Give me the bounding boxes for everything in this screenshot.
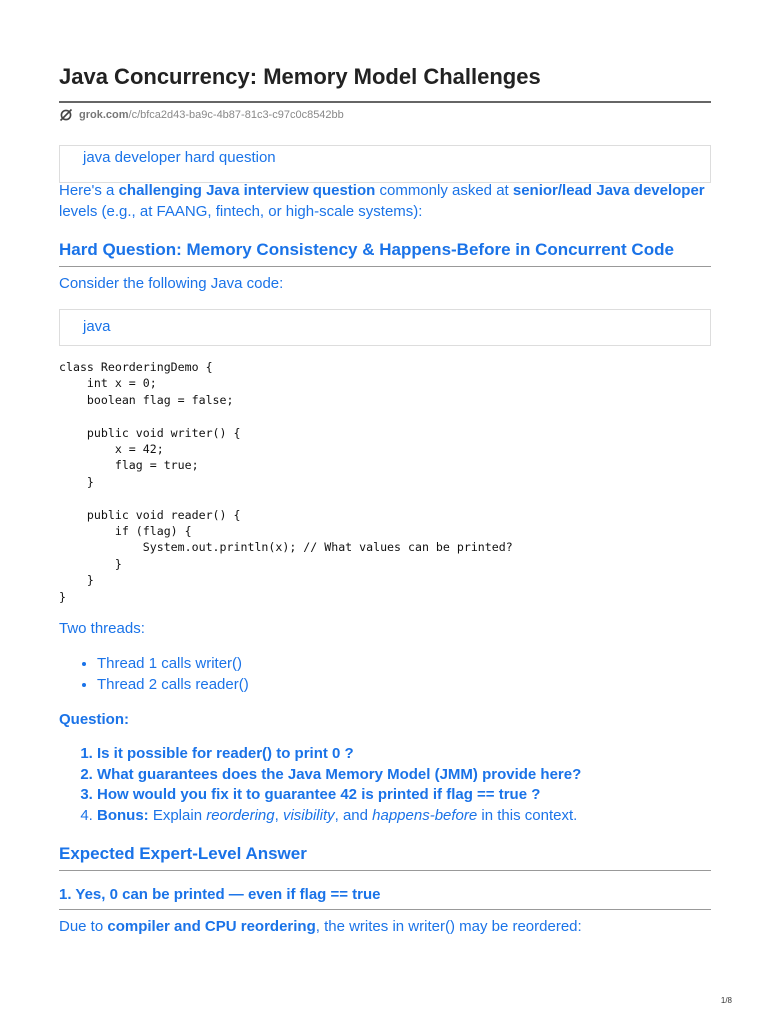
due-text-2: , the writes in writer() may be reordered: [315,918,582,935]
intro-text-2: commonly asked at [375,182,513,199]
q4-text-2: , [274,806,283,824]
list-item: 1. Is it possible for reader() to print 0 ? [97,744,581,765]
code-block: class ReorderingDemo { int x = 0; boolean flag = false; public void writer() { x = 42; flag = true; } public void reader() { if (flag) { System.out.println(x); // What values can be printed? } } } [59,360,513,604]
threads-list [59,654,249,695]
questions-list [59,744,581,826]
list-item [97,806,581,827]
intro-bold-1: challenging Java interview question [118,182,376,199]
title-divider [59,101,711,103]
due-text-1: Due to [59,918,108,935]
answer-heading-1: 1. Yes, 0 can be printed — even if flag == true [59,886,381,903]
bonus-label: Bonus: [97,806,149,824]
intro-text-1: Here's a [59,182,119,199]
q4-text-4: in this context. [477,806,578,824]
question-label: Question: [59,711,129,728]
two-threads-text: Two threads: [59,620,145,637]
q4-text-3: , and [334,806,373,824]
q4-text-1: Explain [148,806,207,824]
code-language-label: java [83,318,111,335]
code-language-box [59,309,711,346]
source-path: /c/bfca2d43-ba9c-4b87-81c3-c97c0c8542bb [128,108,344,121]
intro-bold-2: senior/lead Java developer [512,182,705,199]
page-number: 1/8 [720,996,732,1005]
subsection-divider [59,909,711,910]
grok-logo-icon [59,108,73,122]
source-url[interactable] [59,108,344,124]
section-divider [59,870,711,871]
consider-text: Consider the following Java code: [59,275,284,292]
user-prompt-box [59,145,711,183]
list-item: 3. How would you fix it to guarantee 42 is printed if flag == true ? [97,785,581,806]
intro-paragraph [59,180,711,222]
page-title: Java Concurrency: Memory Model Challenges [59,64,541,89]
list-item: • Thread 1 calls writer() [97,654,249,675]
section-heading-hard-question: Hard Question: Memory Consistency & Happens-Before in Concurrent Code [59,240,674,259]
q4-italic-3: happens-before [372,806,478,824]
user-prompt-text: java developer hard question [83,149,276,166]
due-to-paragraph [59,916,711,937]
list-item: • Thread 2 calls reader() [97,675,249,696]
source-host: grok.com [79,108,129,121]
list-item: 2. What guarantees does the Java Memory Model (JMM) provide here? [97,765,581,786]
q4-italic-2: visibility [282,806,335,824]
section-heading-expected-answer: Expected Expert-Level Answer [59,844,307,863]
due-bold-1: compiler and CPU reordering [107,918,316,935]
q4-italic-1: reordering [206,806,275,824]
section-divider [59,266,711,267]
intro-text-3: levels (e.g., at FAANG, fintech, or high-scale systems): [59,203,423,220]
